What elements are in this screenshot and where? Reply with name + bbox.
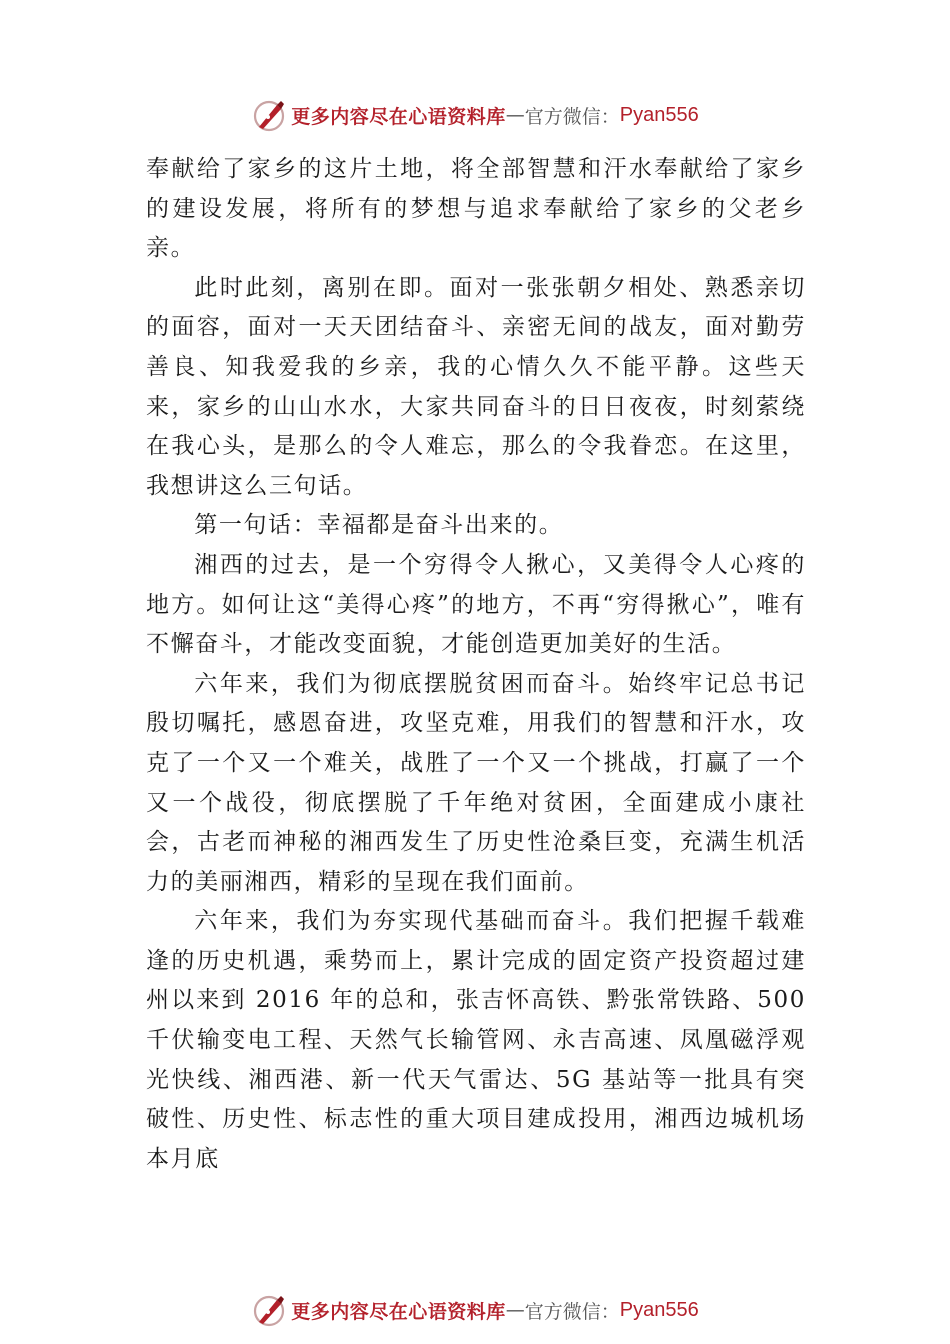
header-wechat-label: 官方微信： (524, 105, 620, 128)
pen-nib-circle-icon (251, 97, 287, 133)
footer-wechat-id: Pyan556 (619, 1298, 699, 1321)
paragraph-4: 湘西的过去，是一个穷得令人揪心，又美得令人心疼的地方。如何让这“美得心疼”的地方，不再“穷得揪心”，唯有不懈奋斗，才能改变面貌，才能创造更加美好的生活。 (146, 551, 806, 658)
footer-wechat-label: 官方微信： (524, 1300, 620, 1323)
header-separator: — (505, 104, 525, 126)
paragraph-5: 六年来，我们为彻底摆脱贫困而奋斗。始终牢记总书记殷切嘱托，感恩奋进，攻坚克难，用我们的智慧和汗水，攻克了一个又一个难关，战胜了一个又一个挑战，打赢了一个又一个战役，彻底摆脱了千年绝对贫困，全面建成小康社会，古老而神秘的湘西发生了历史性沧桑巨变，充满生机活力的美丽湘西，精彩的呈现在我们面前。 (146, 670, 806, 895)
footer-brand-text: 更多内容尽在心语资料库 (291, 1300, 506, 1323)
paragraph-3: 第一句话：幸福都是奋斗出来的。 (194, 512, 564, 539)
footer-banner (0, 1290, 950, 1330)
paragraph-2: 此时此刻，离别在即。面对一张张朝夕相处、熟悉亲切的面容，面对一天天团结奋斗、亲密无间的战友，面对勤劳善良、知我爱我的乡亲，我的心情久久不能平静。这些天来，家乡的山山水水，大家共同奋斗的日日夜夜，时刻萦绕在我心头，是那么的令人难忘，那么的令我眷恋。在这里，我想讲这么三句话。 (146, 274, 806, 499)
footer-separator: — (505, 1299, 525, 1321)
header-banner (0, 95, 950, 135)
paragraph-6: 六年来，我们为夯实现代基础而奋斗。我们把握千载难逢的历史机遇，乘势而上，累计完成的固定资产投资超过建州以来到 2016 年的总和，张吉怀高铁、黔张常铁路、500 千伏输变电工程、天然气长输管网、永吉高速、凤凰磁浮观光快线、湘西港、新一代天气雷达、5G 基站等一批具有突破性、历史性、标志性的重大项目建成投用，湘西边城机场本月底 (146, 908, 806, 1172)
header-wechat-id: Pyan556 (619, 103, 699, 126)
header-brand-text: 更多内容尽在心语资料库 (291, 105, 506, 128)
pen-nib-circle-icon (251, 1292, 287, 1328)
paragraph-1: 奉献给了家乡的这片土地，将全部智慧和汗水奉献给了家乡的建设发展，将所有的梦想与追求奉献给了家乡的父老乡亲。 (146, 156, 806, 262)
document-body (146, 150, 806, 1179)
